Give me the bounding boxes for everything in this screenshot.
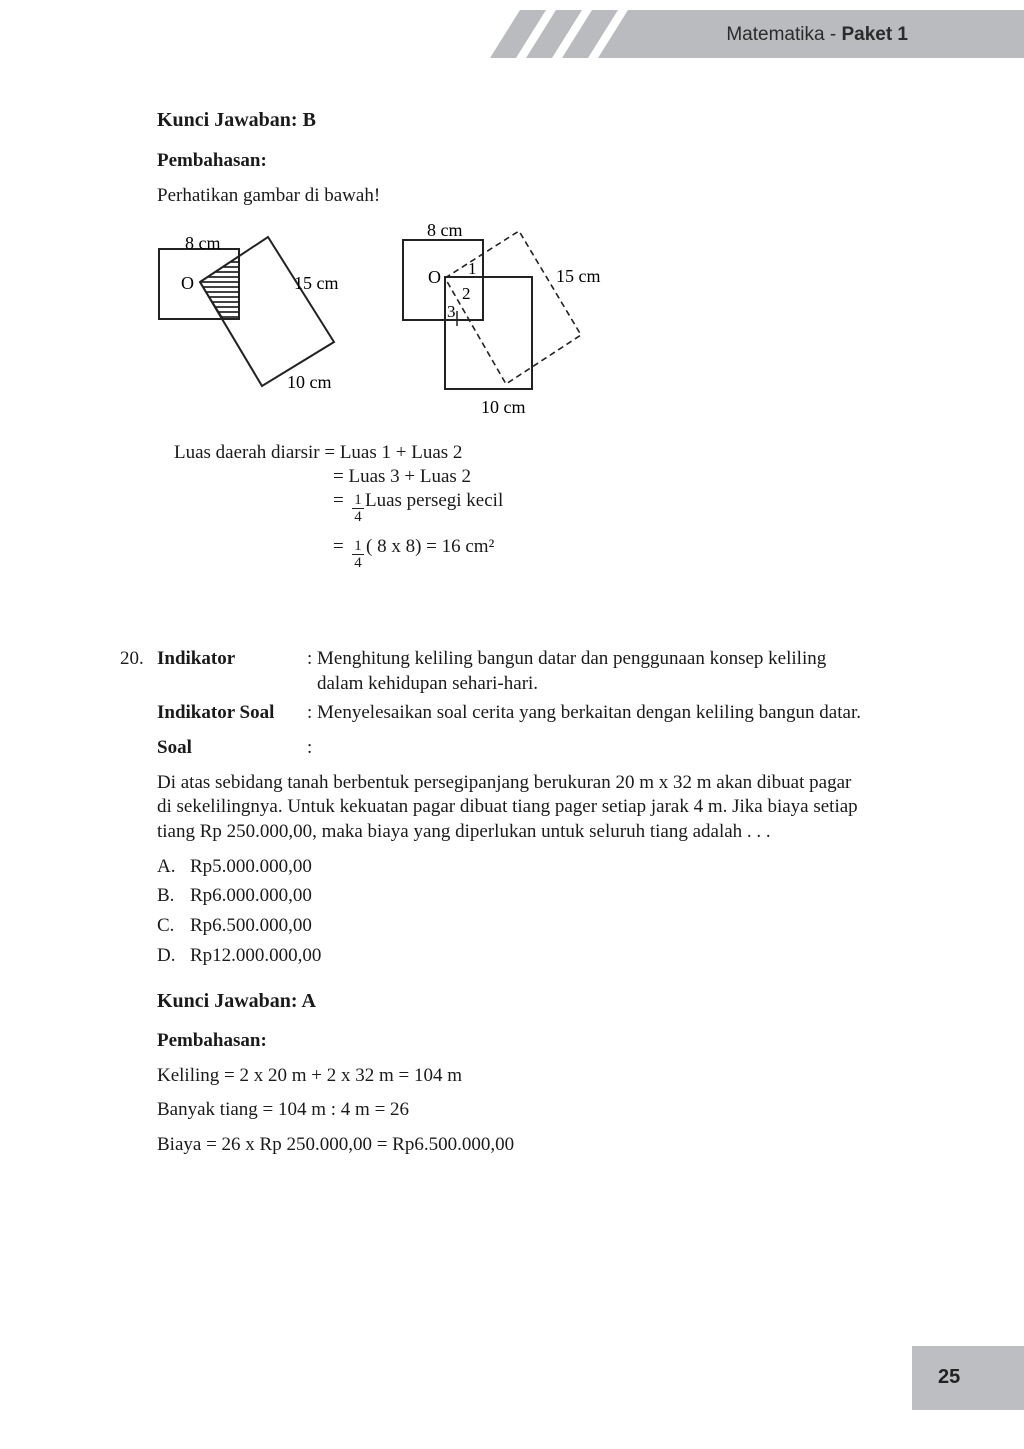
page-number: 25 xyxy=(938,1366,961,1388)
label-15cm-right: 15 cm xyxy=(556,266,601,286)
page-number-box xyxy=(912,1346,1024,1410)
dashed-rectangle xyxy=(445,231,581,384)
header-separator: - xyxy=(824,24,842,45)
option-a-letter: A. xyxy=(157,856,176,877)
option-b-text: Rp6.000.000,00 xyxy=(190,885,312,906)
q20-question-line-3: tiang Rp 250.000,00, maka biaya yang diperlukan untuk seluruh tiang adalah . . . xyxy=(157,821,771,842)
label-region-1: 1 xyxy=(468,259,477,278)
fraction-num-2: 1 xyxy=(352,538,364,555)
option-a-text: Rp5.000.000,00 xyxy=(190,856,312,877)
q20-answer-key: Kunci Jawaban: A xyxy=(157,990,316,1012)
q20-step-1: Keliling = 2 x 20 m + 2 x 32 m = 104 m xyxy=(157,1065,463,1086)
fraction-quarter-2 xyxy=(352,538,364,571)
fraction-den-2: 4 xyxy=(354,555,362,571)
label-region-2: 2 xyxy=(462,284,471,303)
calc-line-3-rest: Luas persegi kecil xyxy=(365,490,504,511)
header-package: Paket 1 xyxy=(841,24,908,45)
q20-discussion-label: Pembahasan: xyxy=(157,1030,267,1051)
header-subject: Matematika xyxy=(726,24,825,45)
option-d-letter: D. xyxy=(157,945,176,966)
q19-intro: Perhatikan gambar di bawah! xyxy=(157,185,381,206)
q19-discussion-label: Pembahasan: xyxy=(157,150,267,171)
q20-indikator-soal-value: : Menyelesaikan soal cerita yang berkaitan dengan keliling bangun datar. xyxy=(307,702,861,723)
label-15cm-left: 15 cm xyxy=(294,273,339,293)
label-region-3: 3 xyxy=(447,302,456,321)
q20-indikator-label: Indikator xyxy=(157,648,236,669)
q19-answer-key: Kunci Jawaban: B xyxy=(157,109,316,131)
q20-question-line-2: di sekelilingnya. Untuk kekuatan pagar dibuat tiang pager setiap jarak 4 m. Jika biaya setiap xyxy=(157,796,858,817)
q20-step-2: Banyak tiang = 104 m : 4 m = 26 xyxy=(157,1099,410,1120)
calc-line-2: = Luas 3 + Luas 2 xyxy=(333,466,472,487)
q20-number: 20. xyxy=(120,648,144,669)
shaded-region xyxy=(200,256,239,319)
fraction-quarter-1 xyxy=(352,492,364,525)
figure-overlap-shaded xyxy=(150,225,370,400)
calc-line-1: Luas daerah diarsir = Luas 1 + Luas 2 xyxy=(174,442,463,463)
fraction-den-1: 4 xyxy=(354,509,362,525)
fraction-num-1: 1 xyxy=(352,492,364,509)
figure-overlap-numbered xyxy=(395,215,625,420)
q20-soal-colon: : xyxy=(307,737,313,758)
label-8cm-left: 8 cm xyxy=(185,233,221,253)
small-square-right xyxy=(403,240,483,320)
calc-line-4-rest: ( 8 x 8) = 16 cm² xyxy=(366,536,495,557)
large-square-right xyxy=(445,277,532,389)
header-title xyxy=(726,24,908,46)
calc-line-4-eq: = xyxy=(333,536,344,557)
q20-indikator-line-2: dalam kehidupan sehari-hari. xyxy=(317,673,539,694)
calc-line-3-eq: = xyxy=(333,490,344,511)
q20-soal-label: Soal xyxy=(157,737,192,758)
q20-indikator-line-1: : Menghitung keliling bangun datar dan penggunaan konsep keliling xyxy=(307,648,827,669)
option-c-text: Rp6.500.000,00 xyxy=(190,915,312,936)
label-10cm-left: 10 cm xyxy=(287,372,332,392)
option-d-text: Rp12.000.000,00 xyxy=(190,945,322,966)
q20-step-3: Biaya = 26 x Rp 250.000,00 = Rp6.500.000,00 xyxy=(157,1134,515,1155)
option-b-letter: B. xyxy=(157,885,175,906)
q20-question-line-1: Di atas sebidang tanah berbentuk persegipanjang berukuran 20 m x 32 m akan dibuat pagar xyxy=(157,772,852,793)
label-10cm-right: 10 cm xyxy=(481,397,526,417)
label-8cm-right: 8 cm xyxy=(427,220,463,240)
option-c-letter: C. xyxy=(157,915,175,936)
q20-indikator-soal-label: Indikator Soal xyxy=(157,702,275,723)
label-o-left: O xyxy=(181,273,194,293)
label-o-right: O xyxy=(428,267,441,287)
